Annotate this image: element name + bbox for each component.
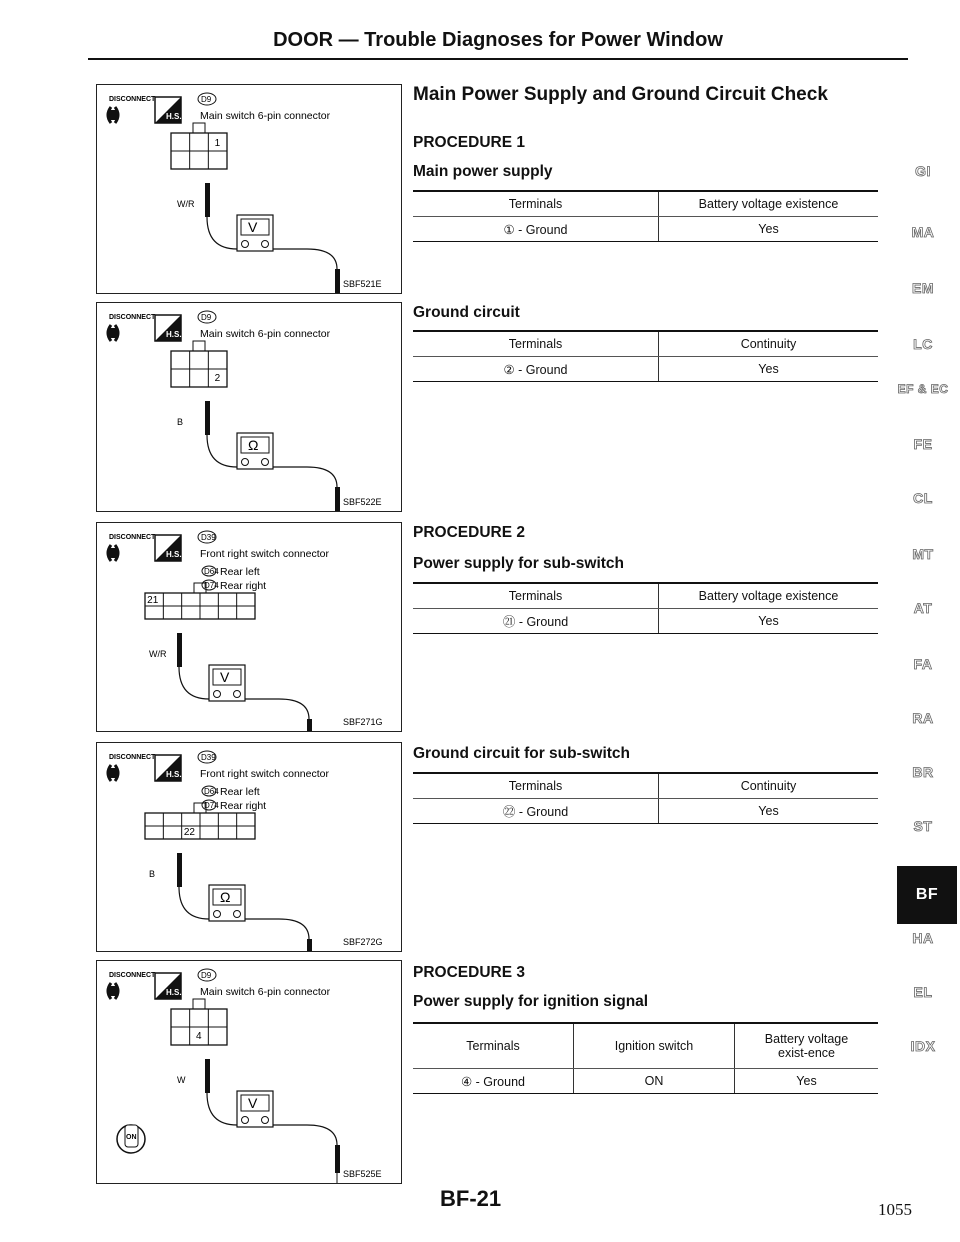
disconnect-icon	[108, 107, 118, 123]
section-tab-lc[interactable]: LC	[913, 336, 933, 352]
meter-unit: Ω	[220, 889, 231, 905]
harness-side-icon	[155, 97, 182, 123]
section-tab-at[interactable]: AT	[913, 600, 933, 616]
ground-probe	[307, 467, 340, 511]
disconnect-icon	[108, 983, 118, 999]
connector-code: D39	[201, 533, 216, 542]
disconnect-label: DISCONNECT	[109, 314, 156, 321]
circuit-diagram	[96, 302, 402, 512]
connector-code: D39	[201, 753, 216, 762]
ignition-key-label: ON	[126, 1134, 137, 1141]
pin-number: 2	[214, 373, 221, 384]
disconnect-label: DISCONNECT	[109, 96, 156, 103]
connector-name: Main switch 6-pin connector	[200, 986, 331, 998]
section-tab-br[interactable]: BR	[912, 764, 934, 780]
wire-color: B	[149, 869, 156, 879]
table-header: Ignition switch	[574, 1023, 735, 1069]
main-power-supply-heading: Main power supply	[413, 163, 553, 180]
multimeter	[209, 885, 245, 921]
table-header: Terminals	[413, 773, 659, 799]
circuit-diagram	[96, 84, 402, 294]
table-cell: ④ - Ground	[413, 1069, 574, 1094]
procedure-2-heading: PROCEDURE 2	[413, 524, 525, 541]
circuit-diagram	[96, 960, 402, 1184]
section-tab-gi[interactable]: GI	[915, 163, 931, 179]
section-title: Main Power Supply and Ground Circuit Check	[413, 84, 828, 105]
connector-name: Main switch 6-pin connector	[200, 110, 331, 122]
connector-rear-left: Rear left	[220, 566, 260, 578]
multimeter	[209, 665, 245, 701]
section-tab-ma[interactable]: MA	[911, 224, 935, 240]
harness-side-label: H.S.	[166, 330, 182, 339]
section-tab-fa[interactable]: FA	[913, 656, 933, 672]
section-tab-mt[interactable]: MT	[912, 546, 934, 562]
table-header: Terminals	[413, 331, 659, 357]
disconnect-icon	[108, 765, 118, 781]
table-cell: Yes	[659, 357, 879, 382]
table-cell: ㉒ - Ground	[413, 799, 659, 824]
connector-code: D64	[204, 567, 219, 576]
connector-code: D64	[204, 787, 219, 796]
connector-rear-right: Rear right	[220, 580, 267, 592]
meter-unit: V	[220, 669, 230, 685]
multimeter	[237, 433, 273, 469]
page-number: 1055	[878, 1200, 912, 1219]
table-header: Terminals	[413, 191, 659, 217]
section-tab-em[interactable]: EM	[912, 280, 934, 296]
wire-color: B	[177, 417, 184, 427]
harness-side-icon	[155, 755, 182, 781]
diagram-reference: SBF522E	[343, 497, 382, 507]
meter-unit: V	[248, 219, 258, 235]
wire-color: W/R	[177, 199, 195, 209]
table-cell: ① - Ground	[413, 217, 659, 242]
table-header: Terminals	[413, 1023, 574, 1069]
page-code: BF-21	[440, 1186, 502, 1211]
meter-unit: V	[248, 1095, 258, 1111]
circuit-diagram	[96, 742, 402, 952]
connector-name: Front right switch connector	[200, 768, 329, 780]
disconnect-icon	[108, 545, 118, 561]
table-cell: Yes	[659, 609, 879, 634]
wire-color: W/R	[149, 649, 167, 659]
table-header: Continuity	[659, 331, 879, 357]
section-tab-ef-ec[interactable]: EF & EC	[897, 382, 949, 396]
section-tab-idx[interactable]: IDX	[910, 1038, 936, 1054]
section-tab-ra[interactable]: RA	[912, 710, 934, 726]
section-tab-bf[interactable]: BF	[897, 866, 957, 924]
connector-code: D9	[201, 313, 212, 322]
diagram-reference: SBF271G	[343, 717, 383, 727]
multimeter	[237, 215, 273, 251]
diagram-reference: SBF525E	[343, 1169, 382, 1179]
disconnect-label: DISCONNECT	[109, 754, 156, 761]
ground-circuit-table	[413, 330, 878, 382]
sub-switch-ground-heading: Ground circuit for sub-switch	[413, 745, 631, 762]
multimeter	[237, 1091, 273, 1127]
ground-probe	[307, 1125, 340, 1183]
page-title: DOOR — Trouble Diagnoses for Power Window	[273, 29, 723, 51]
harness-side-icon	[155, 535, 182, 561]
disconnect-label: DISCONNECT	[109, 534, 156, 541]
main-power-supply-table	[413, 190, 878, 242]
connector-rear-left: Rear left	[220, 786, 260, 798]
table-header: Battery voltage exist-ence	[735, 1023, 879, 1069]
pin-number: 4	[196, 1031, 202, 1042]
table-header: Battery voltage existence	[659, 191, 879, 217]
connector-rear-right: Rear right	[220, 800, 267, 812]
section-tab-ha[interactable]: HA	[912, 930, 934, 946]
ignition-signal-heading: Power supply for ignition signal	[413, 993, 649, 1010]
ignition-key-icon	[117, 1125, 145, 1153]
table-cell: Yes	[659, 217, 879, 242]
diagram-reference: SBF272G	[343, 937, 383, 947]
harness-side-label: H.S.	[166, 770, 182, 779]
procedure-1-heading: PROCEDURE 1	[413, 134, 525, 151]
disconnect-icon	[108, 325, 118, 341]
diagram-reference: SBF521E	[343, 279, 382, 289]
connector-code: D9	[201, 971, 212, 980]
ground-circuit-heading: Ground circuit	[413, 304, 520, 321]
harness-side-label: H.S.	[166, 112, 182, 121]
pin-number: 1	[214, 138, 221, 149]
disconnect-label: DISCONNECT	[109, 972, 156, 979]
pin-number: 21	[147, 595, 159, 606]
table-header: Battery voltage existence	[659, 583, 879, 609]
table-cell: ② - Ground	[413, 357, 659, 382]
harness-side-icon	[155, 315, 182, 341]
pin-number: 22	[183, 827, 195, 838]
ground-probe	[279, 919, 312, 951]
connector-name: Front right switch connector	[200, 548, 329, 560]
connector-code: D74	[204, 581, 219, 590]
page-header	[88, 24, 908, 60]
harness-side-icon	[155, 973, 182, 999]
ignition-signal-table	[413, 1022, 878, 1094]
table-header: Continuity	[659, 773, 879, 799]
section-tab-el[interactable]: EL	[913, 984, 933, 1000]
wire-color: W	[177, 1075, 186, 1085]
table-cell: Yes	[659, 799, 879, 824]
table-cell: Yes	[735, 1069, 879, 1094]
procedure-3-heading: PROCEDURE 3	[413, 964, 525, 981]
ground-probe	[279, 699, 312, 731]
sub-switch-power-table	[413, 582, 878, 634]
sub-switch-ground-table	[413, 772, 878, 824]
table-header: Terminals	[413, 583, 659, 609]
ground-probe	[307, 249, 340, 293]
section-tab-fe[interactable]: FE	[913, 436, 933, 452]
section-tab-cl[interactable]: CL	[913, 490, 933, 506]
harness-side-label: H.S.	[166, 988, 182, 997]
table-cell: ON	[574, 1069, 735, 1094]
sub-switch-power-heading: Power supply for sub-switch	[413, 555, 624, 572]
section-tab-st[interactable]: ST	[913, 818, 933, 834]
connector-code: D9	[201, 95, 212, 104]
connector-name: Main switch 6-pin connector	[200, 328, 331, 340]
meter-unit: Ω	[248, 437, 259, 453]
connector-code: D74	[204, 801, 219, 810]
circuit-diagram	[96, 522, 402, 732]
harness-side-label: H.S.	[166, 550, 182, 559]
table-cell: ㉑ - Ground	[413, 609, 659, 634]
